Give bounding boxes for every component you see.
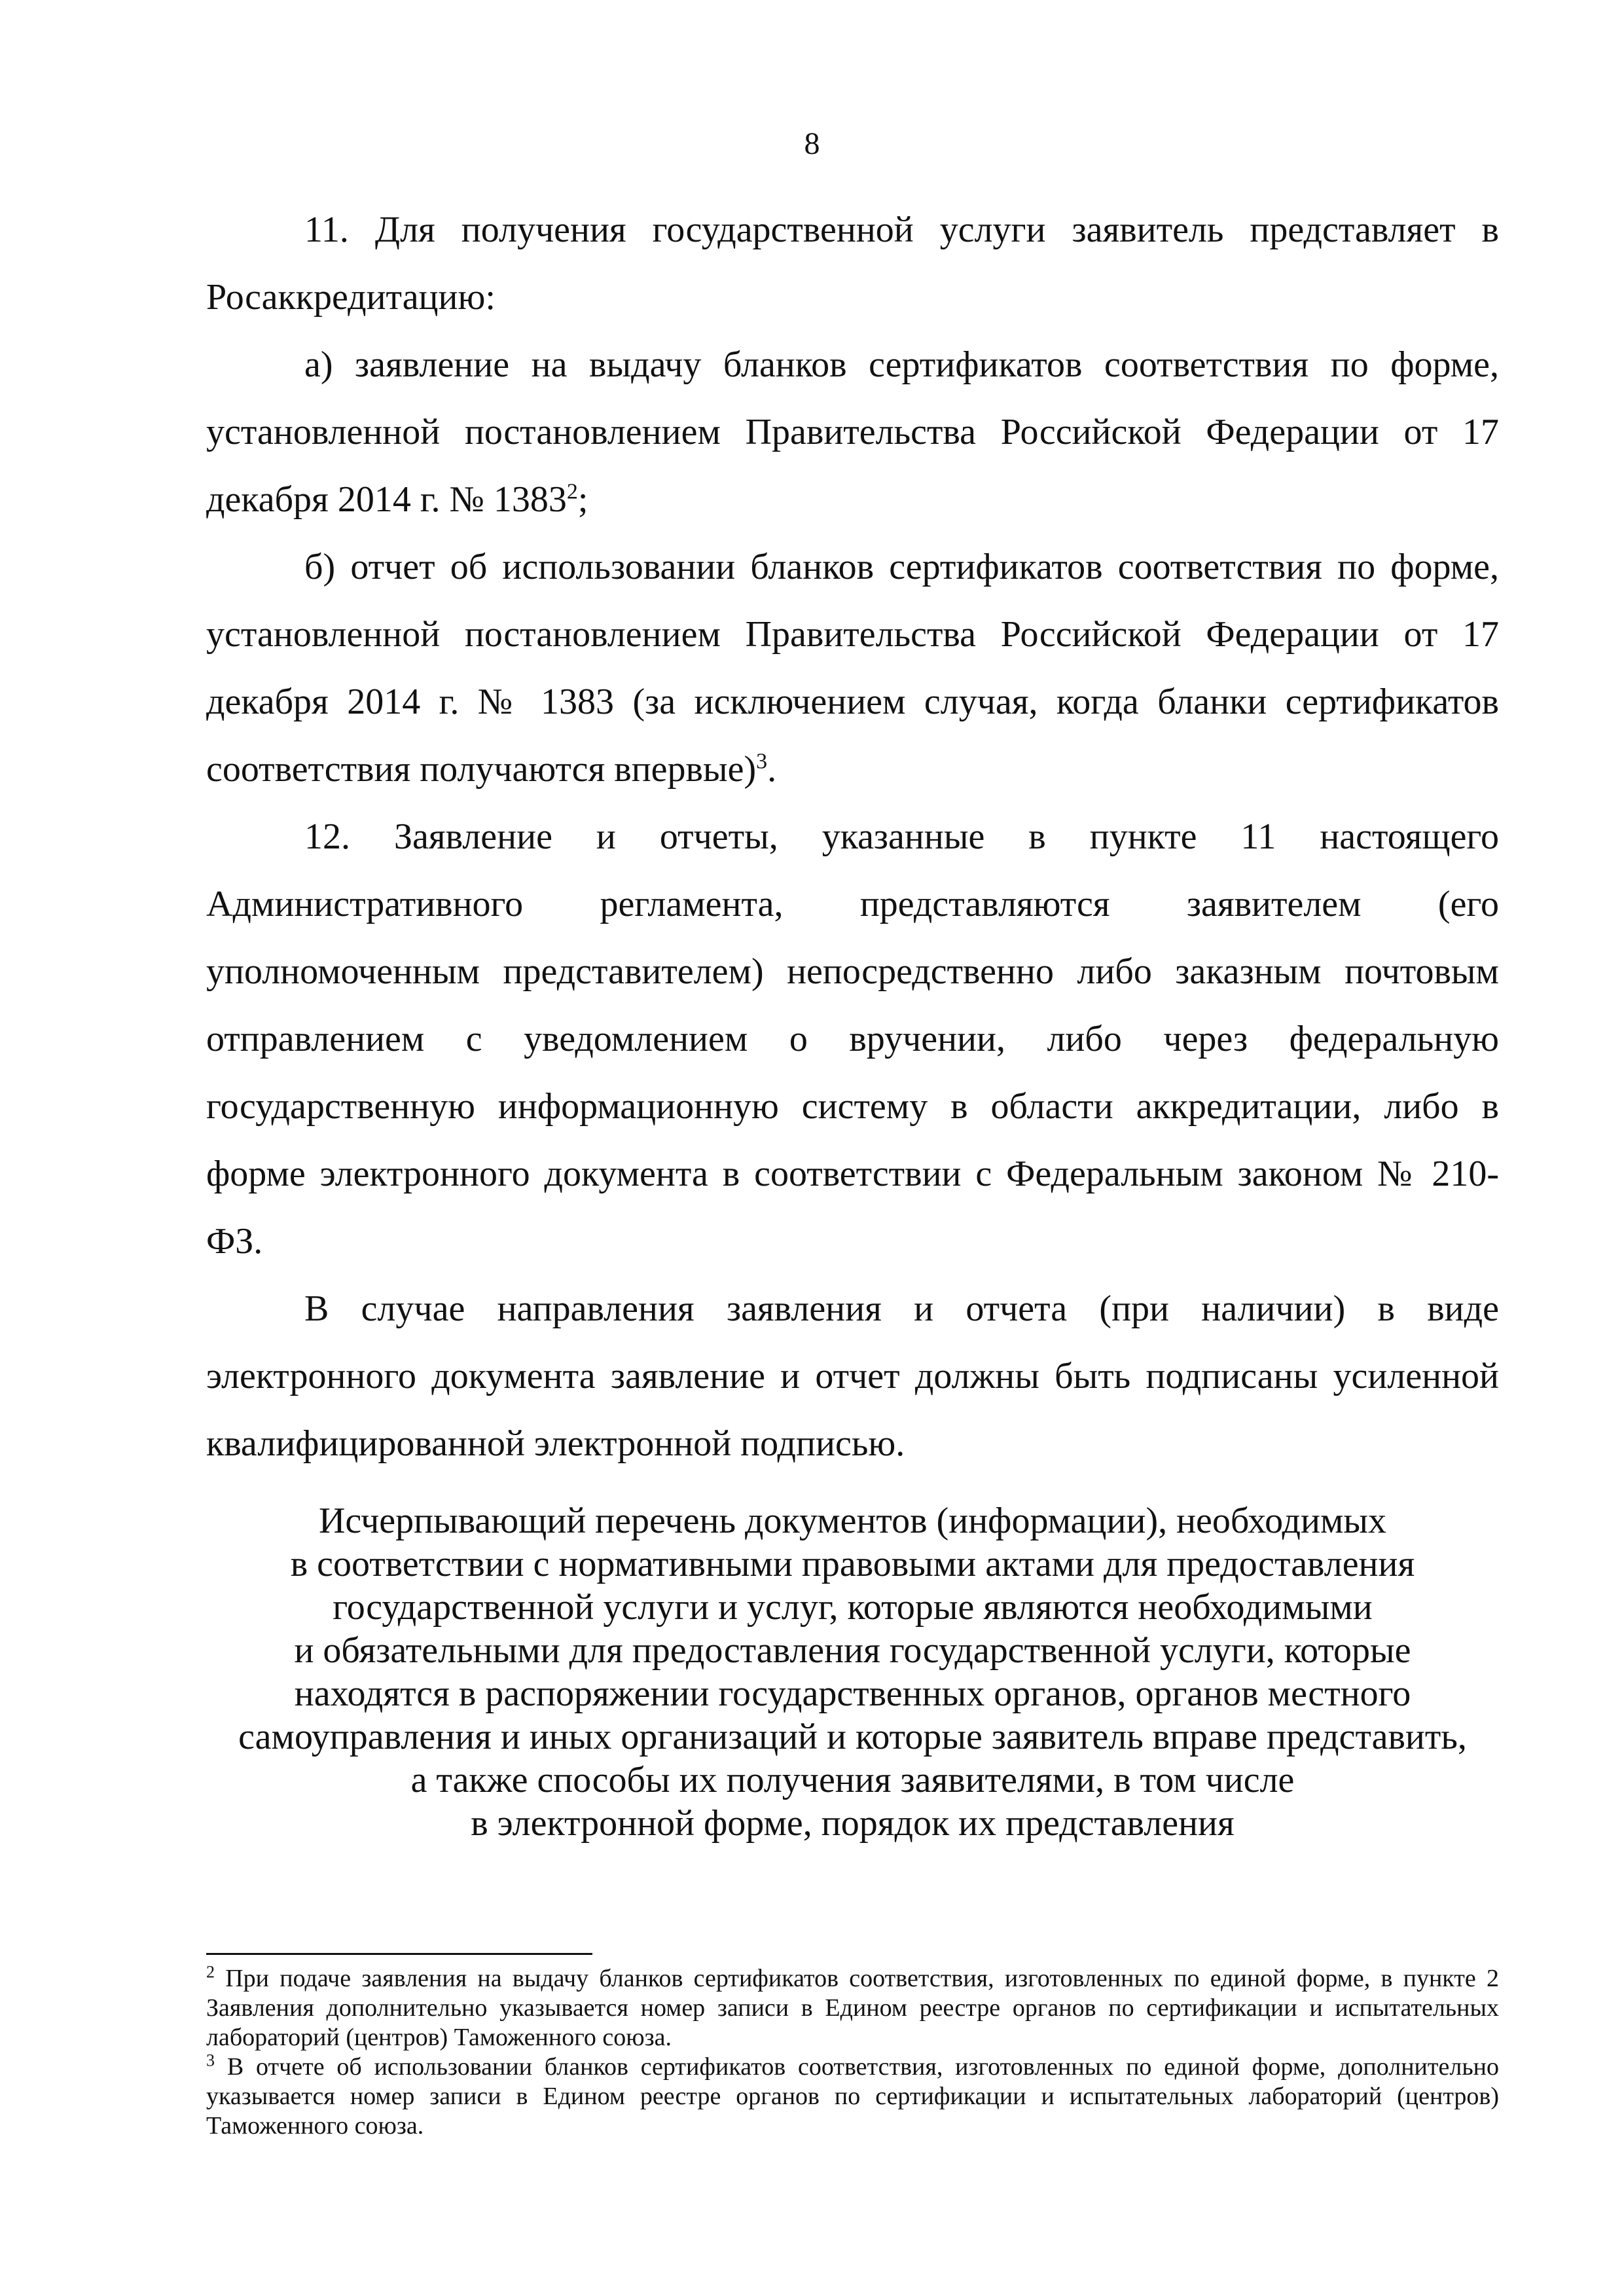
heading-line: а также способы их получения заявителями, в том числе — [410, 1760, 1295, 1800]
section-heading — [206, 1499, 1499, 1845]
heading-line: в соответствии с нормативными правовыми актами для предоставления — [290, 1544, 1415, 1584]
heading-line: Исчерпывающий перечень документов (информации), необходимых — [318, 1501, 1387, 1541]
paragraph-12: 12. Заявление и отчеты, указанные в пункте 11 настоящего Административного регламента, представляются заявителем (его уполномоченным представителем) непосредственно либо заказным почтовым отправлением с уведомлением о вручении, либо через федеральную государственную информационную систему в области аккредитации, либо в форме электронного документа в соответствии с Федеральным законом № 210-ФЗ. — [206, 816, 1499, 1262]
paragraph-11a-end: ; — [577, 479, 588, 520]
paragraph-11a — [206, 331, 1499, 534]
paragraph-11b-end: . — [767, 749, 777, 790]
footnote-ref-3[interactable]: 3 — [756, 749, 768, 774]
paragraph-11a-text: а) заявление на выдачу бланков сертификатов соответствия по форме, установленной постановлением Правительства Российской Федерации от 17 декабря 2014 г. № 1383 — [206, 344, 1499, 520]
footnote-2-text: При подаче заявления на выдачу бланков сертификатов соответствия, изготовленных по единой форме, в пункте 2 Заявления дополнительно указывается номер записи в Едином реестре органов по сертификации и испытательных лабораторий (центров) Таможенного союза. — [206, 1965, 1499, 2051]
paragraph-11: 11. Для получения государственной услуги заявитель представляет в Росаккредитацию: — [206, 210, 1499, 318]
footnote-2 — [206, 1964, 1499, 2052]
heading-line: находятся в распоряжении государственных органов, органов местного — [294, 1673, 1411, 1714]
footnote-3 — [206, 2052, 1499, 2141]
paragraph-11b — [206, 534, 1499, 803]
footnotes — [206, 1964, 1499, 2141]
footnote-mark-3: 3 — [206, 2050, 215, 2070]
footnote-3-text: В отчете об использовании бланков сертификатов соответствия, изготовленных по единой форме, дополнительно указывается номер записи в Едином реестре органов по сертификации и испытательных лабораторий (центров) Таможенного союза. — [206, 2053, 1499, 2140]
heading-line: государственной услуги и услуг, которые являются необходимыми — [333, 1587, 1373, 1628]
footnote-ref-2[interactable]: 2 — [566, 479, 578, 504]
paragraph-12-continued: В случае направления заявления и отчета (при наличии) в виде электронного документа заявление и отчет должны быть подписаны усиленной квалифицированной электронной подписью. — [206, 1288, 1499, 1464]
heading-line: самоуправления и иных организаций и которые заявитель вправе представить, — [238, 1717, 1467, 1757]
paragraph-11b-text: б) отчет об использовании бланков сертификатов соответствия по форме, установленной постановлением Правительства Российской Федерации от 17 декабря 2014 г. № 1383 (за исключением случая, когда бланки сертификатов соответствия получаются впервые) — [206, 547, 1499, 790]
heading-line: и обязательными для предоставления государственной услуги, которые — [294, 1630, 1411, 1671]
heading-line: в электронной форме, порядок их представления — [471, 1803, 1235, 1844]
page-number: 8 — [804, 126, 820, 161]
footnote-mark-2: 2 — [206, 1962, 215, 1982]
footnote-divider — [206, 1953, 592, 1955]
body-text — [206, 196, 1499, 1478]
